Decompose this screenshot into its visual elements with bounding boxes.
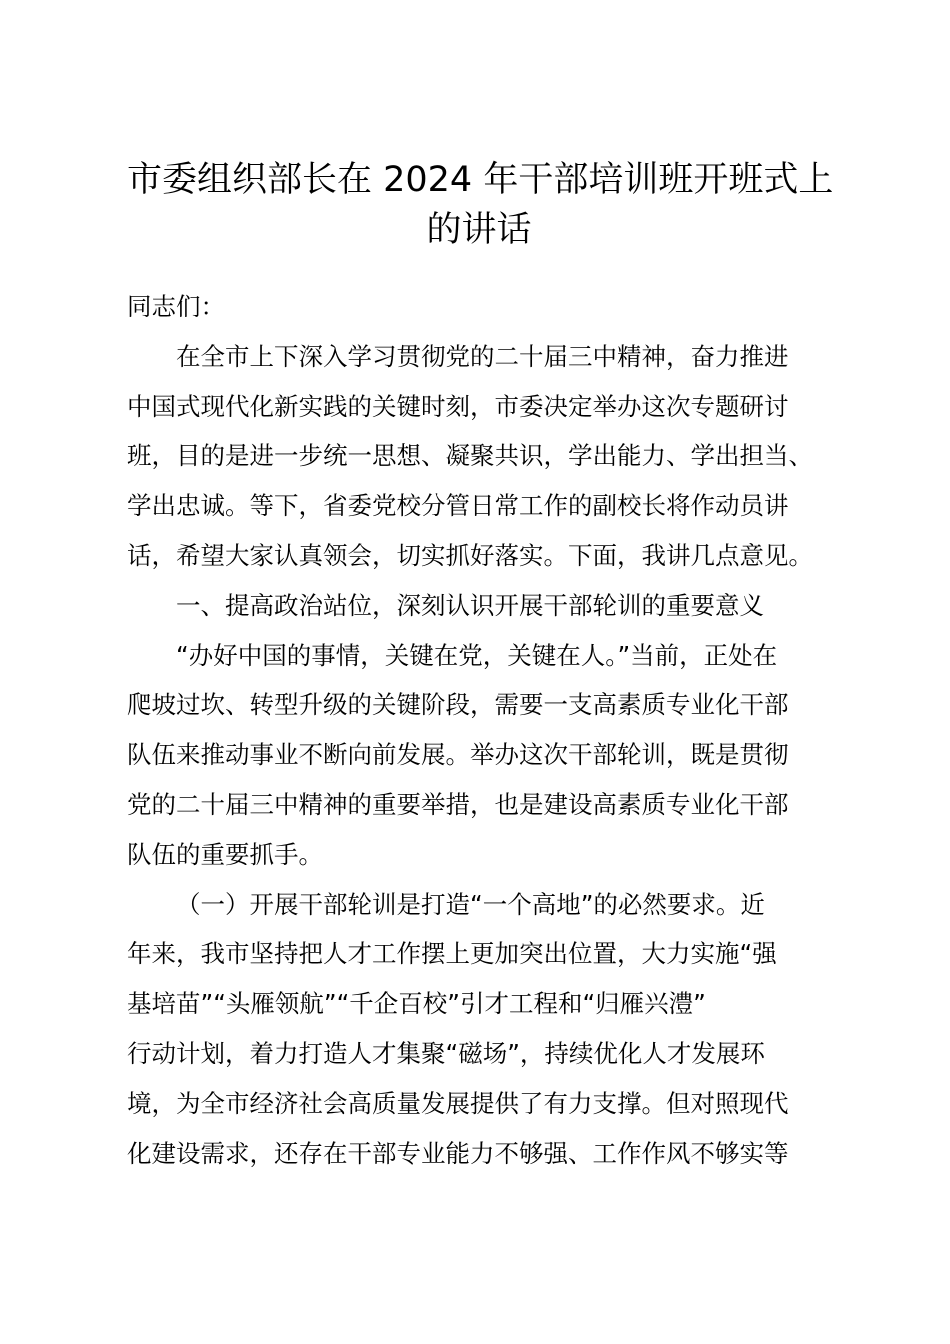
title-line-2: 的讲话 bbox=[426, 210, 532, 250]
body-line: 队伍来推动事业不断向前发展。举办这次干部轮训，既是贯彻 bbox=[127, 740, 789, 770]
body-line: 年来，我市坚持把人才工作摆上更加突出位置，大力实施“强 bbox=[127, 939, 777, 969]
body-line: 一、提高政治站位，深刻认识开展干部轮训的重要意义 bbox=[176, 590, 764, 620]
document-body bbox=[127, 282, 832, 1178]
body-line: 基培苗”“头雁领航”“千企百校”引才工程和“归雁兴澧” bbox=[127, 989, 706, 1019]
body-line: 党的二十届三中精神的重要举措，也是建设高素质专业化干部 bbox=[127, 789, 789, 819]
body-line: 班，目的是进一步统一思想、凝聚共识，学出能力、学出担当、 bbox=[127, 441, 813, 471]
body-line: 在全市上下深入学习贯彻党的二十届三中精神，奋力推进 bbox=[176, 341, 789, 371]
body-line: “办好中国的事情，关键在党，关键在人。”当前，正处在 bbox=[176, 640, 778, 670]
body-line: （一）开展干部轮训是打造“一个高地”的必然要求。近 bbox=[176, 889, 765, 919]
body-line: 队伍的重要抓手。 bbox=[127, 839, 323, 869]
body-line: 中国式现代化新实践的关键时刻，市委决定举办这次专题研讨 bbox=[127, 391, 789, 421]
greeting: 同志们： bbox=[127, 292, 225, 321]
body-lines bbox=[127, 332, 832, 1179]
body-line: 行动计划，着力打造人才集聚“磁场”，持续优化人才发展环 bbox=[127, 1038, 765, 1068]
body-line: 学出忠诚。等下，省委党校分管日常工作的副校长将作动员讲 bbox=[127, 491, 789, 521]
title-line-1: 市委组织部长在 2024 年干部培训班开班式上 bbox=[127, 160, 834, 200]
document-title bbox=[127, 155, 834, 255]
body-line: 话，希望大家认真领会，切实抓好落实。下面，我讲几点意见。 bbox=[127, 540, 813, 570]
body-line: 境，为全市经济社会高质量发展提供了有力支撑。但对照现代 bbox=[127, 1088, 789, 1118]
body-line: 爬坡过坎、转型升级的关键阶段，需要一支高素质专业化干部 bbox=[127, 690, 789, 720]
body-line: 化建设需求，还存在干部专业能力不够强、工作作风不够实等 bbox=[127, 1138, 789, 1168]
